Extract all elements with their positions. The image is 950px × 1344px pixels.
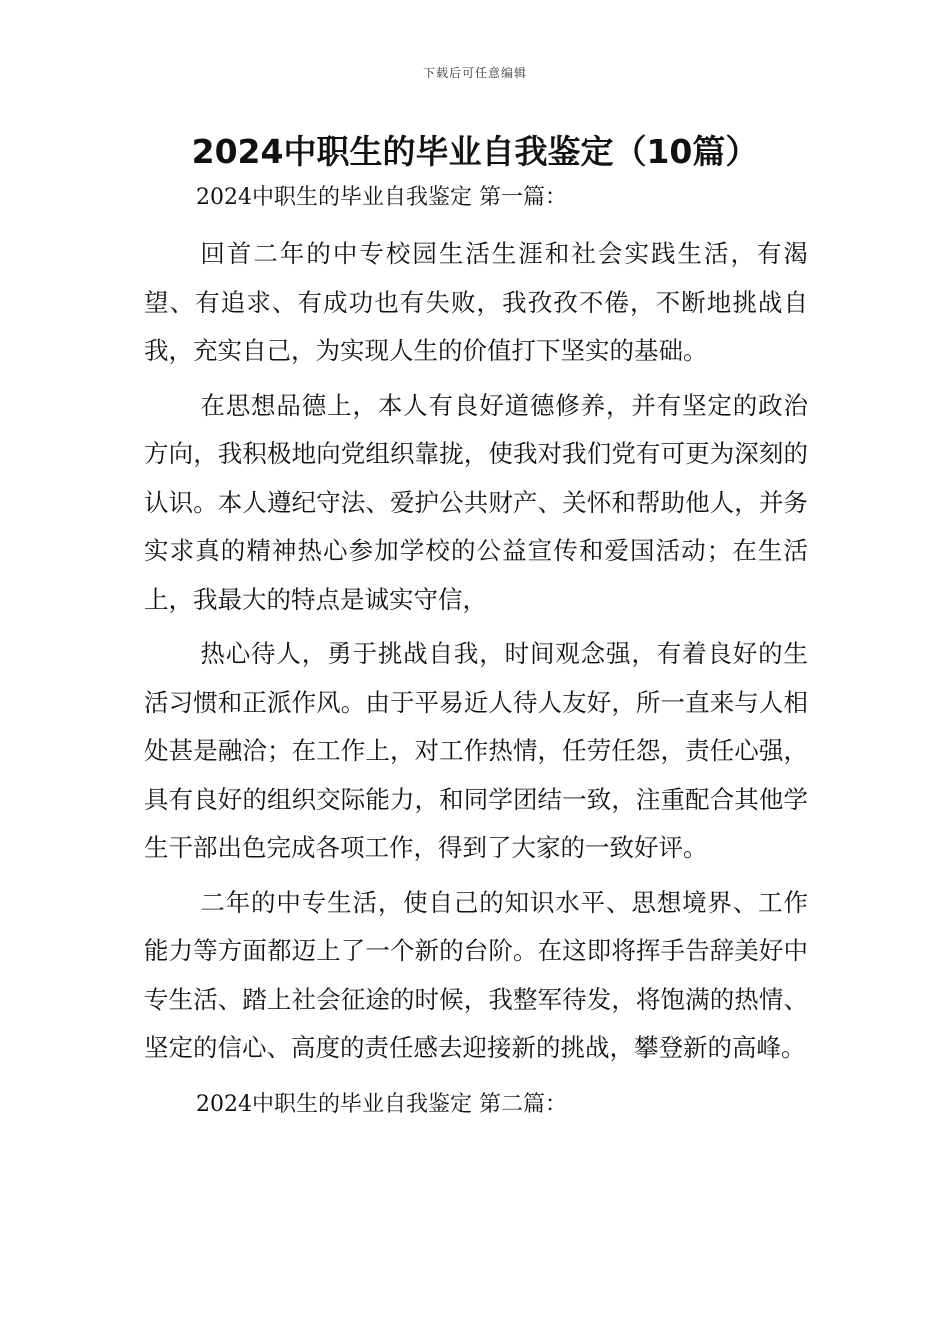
paragraph-4: 二年的中专生活，使自己的知识水平、思想境界、工作能力等方面都迈上了一个新的台阶。在这即将挥手告辞美好中专生活、踏上社会征途的时候，我整军待发，将饱满的热情、坚定的信心、高度的责任感去迎接新的挑战，攀登新的高峰。 xyxy=(144,887,808,1062)
spacer xyxy=(144,1073,808,1085)
paragraph-3: 热心待人，勇于挑战自我，时间观念强，有着良好的生活习惯和正派作风。由于平易近人待人友好，所一直来与人相处甚是融洽；在工作上，对工作热情，任劳任怨，责任心强，具有良好的组织交际能力，和同学团结一致，注重配合其他学生干部出色完成各项工作，得到了大家的一致好评。 xyxy=(144,639,808,862)
page-watermark: 下载后可任意编辑 xyxy=(422,66,527,80)
document-title: 2024中职生的毕业自我鉴定（10篇） xyxy=(191,132,759,171)
paragraph-2: 在思想品德上，本人有良好道德修养，并有坚定的政治方向，我积极地向党组织靠拢，使我对我们党有可更为深刻的认识。本人遵纪守法、爱护公共财产、关怀和帮助他人，并务实求真的精神热心参加学校的公益宣传和爱国活动；在生活上，我最大的特点是诚实守信， xyxy=(144,390,808,614)
spacer xyxy=(144,218,808,230)
section-heading-2: 2024中职生的毕业自我鉴定 第二篇： xyxy=(196,1091,567,1117)
section-heading-1: 2024中职生的毕业自我鉴定 第一篇： xyxy=(196,185,567,210)
document-body xyxy=(144,178,808,1125)
paragraph-1: 回首二年的中专校园生活生涯和社会实践生活，有渴望、有追求、有成功也有失败，我孜孜不倦，不断地挑战自我，充实自己，为实现人生的价值打下坚实的基础。 xyxy=(144,239,808,365)
